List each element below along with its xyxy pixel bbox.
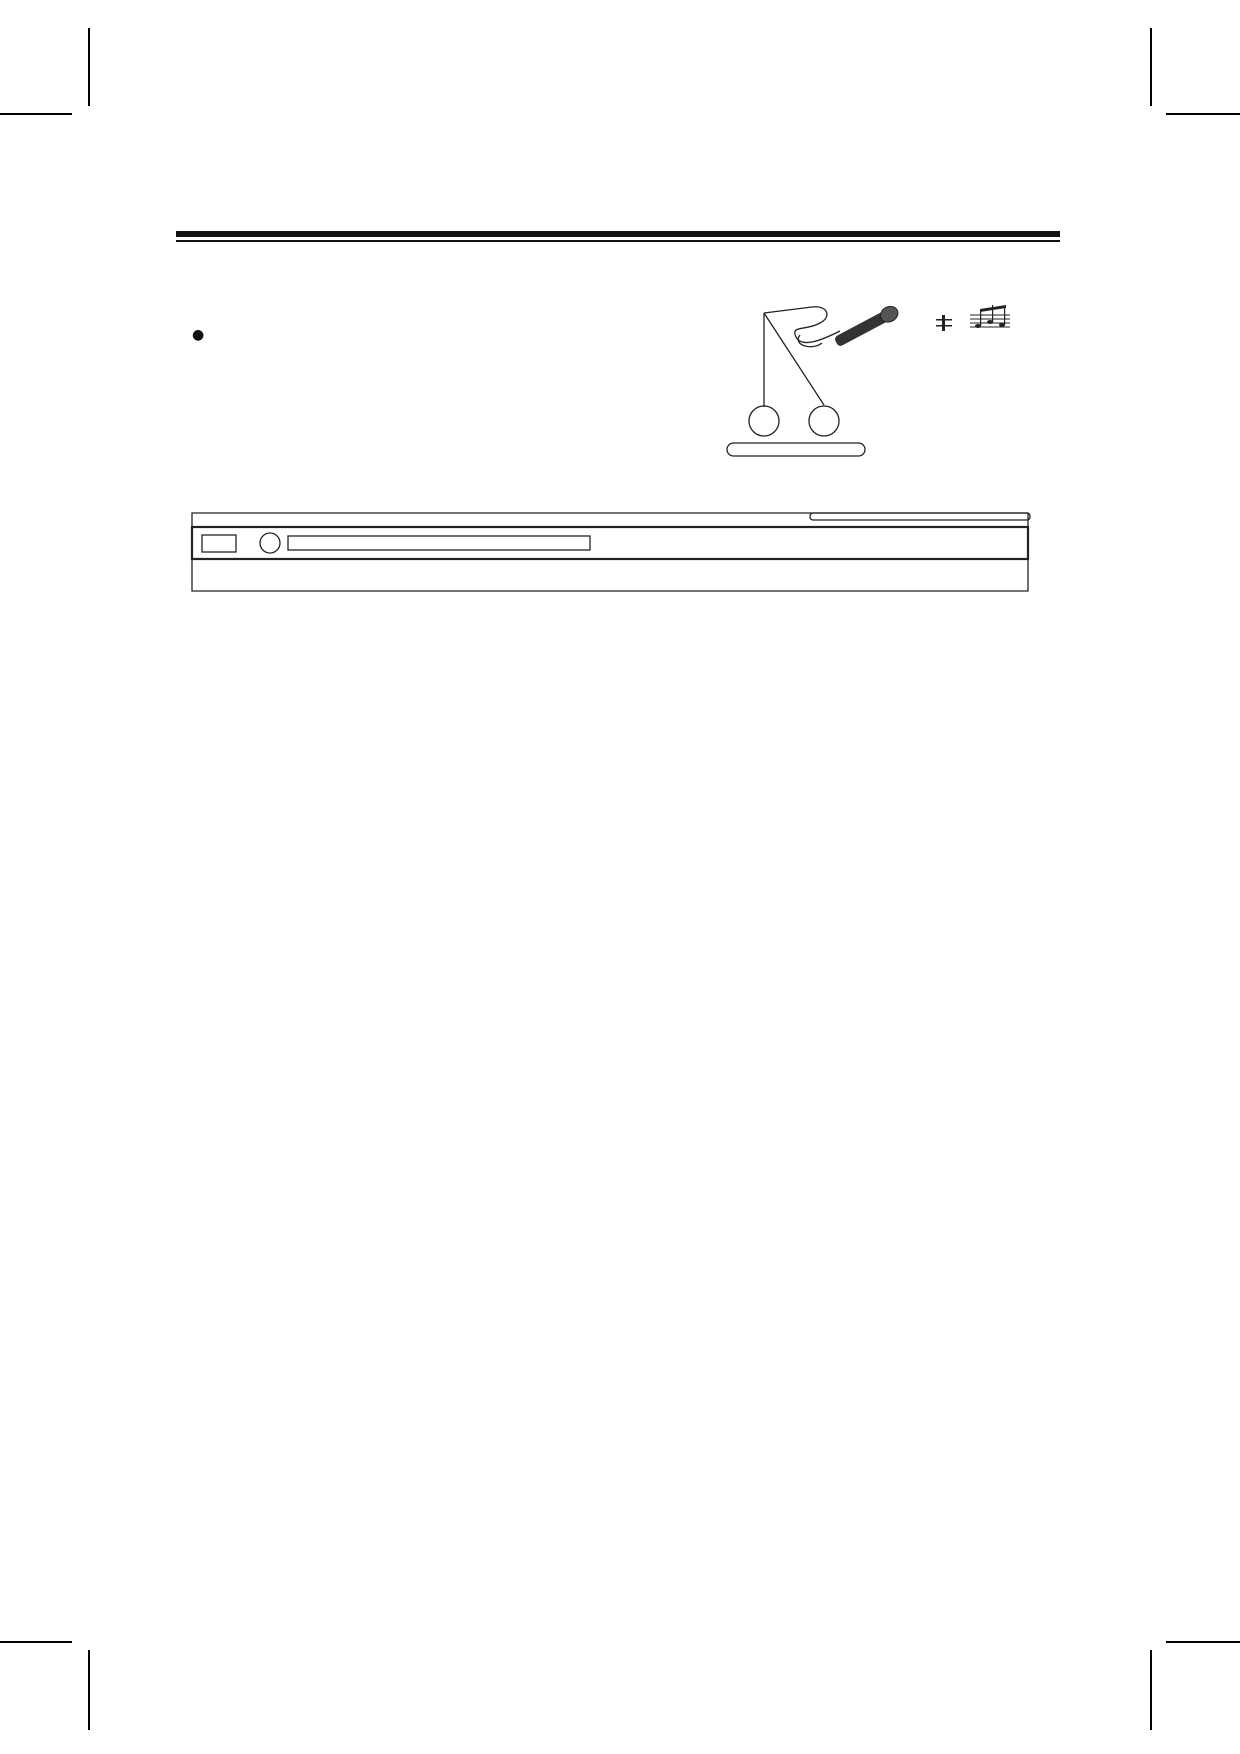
dvd-front-panel <box>188 505 1038 595</box>
header-rule-thin <box>176 240 1060 242</box>
crop-mark <box>1166 1641 1240 1643</box>
music-notes-icon <box>936 305 1010 331</box>
crop-mark <box>0 113 72 115</box>
microphone-illustration <box>720 295 1020 465</box>
crop-mark <box>1150 28 1152 106</box>
karaoke-intro <box>192 328 218 343</box>
crop-mark <box>1150 1650 1152 1730</box>
crop-mark <box>88 28 90 106</box>
crop-mark <box>1166 113 1240 115</box>
crop-mark <box>88 1650 90 1730</box>
crop-mark <box>0 1641 72 1643</box>
header-rule <box>176 231 1060 237</box>
